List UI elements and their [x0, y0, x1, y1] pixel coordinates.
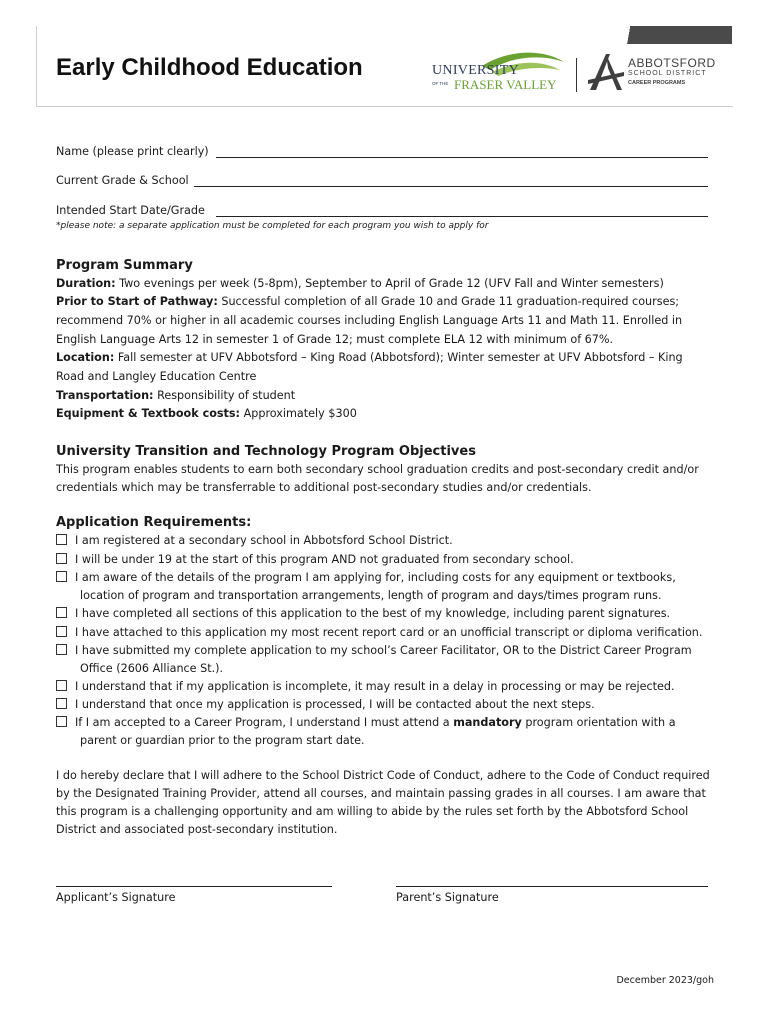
requirement-item: [56, 569, 676, 588]
program-summary-heading: Program Summary: [56, 258, 193, 273]
prior-line-1: [56, 293, 679, 312]
location-text-1: Fall semester at UFV Abbotsford – King Road (Abbotsford); Winter semester at UFV Abbotsford – King: [114, 351, 683, 364]
prior-text-2: recommend 70% or higher in all academic courses including English Language Arts 11 and Math 11. Enrolled in: [56, 314, 683, 327]
objectives-heading: University Transition and Technology Program Objectives: [56, 444, 476, 459]
duration-text: Two evenings per week (5-8pm), September to April of Grade 12 (UFV Fall and Winter semesters): [115, 277, 664, 290]
duration-label: Duration:: [56, 277, 116, 290]
parent-signature-label: Parent’s Signature: [396, 891, 499, 904]
requirement-item: [56, 696, 595, 715]
requirement-checkbox[interactable]: [56, 698, 67, 709]
requirement-item: [56, 551, 574, 570]
requirement-item: [56, 678, 675, 697]
requirement-text-bold: mandatory: [453, 716, 522, 729]
asd-logo-line3: CAREER PROGRAMS: [628, 80, 686, 86]
requirement-checkbox[interactable]: [56, 626, 67, 637]
equipment-line: [56, 405, 357, 424]
requirement-text: I will be under 19 at the start of this program AND not graduated from secondary school.: [75, 553, 574, 566]
equipment-label: Equipment & Textbook costs:: [56, 407, 241, 420]
transport-label: Transportation:: [56, 389, 154, 402]
location-line-1: [56, 349, 683, 368]
requirements-heading: Application Requirements:: [56, 515, 252, 530]
declaration-line-3: this program is a challenging opportunity and am willing to abide by the rules set forth by the Abbotsford School: [56, 805, 689, 818]
requirement-item: [56, 714, 676, 733]
requirement-text: I am registered at a secondary school in Abbotsford School District.: [75, 534, 453, 547]
requirement-checkbox[interactable]: [56, 644, 67, 655]
requirement-item: [56, 642, 692, 661]
footer-date: December 2023/goh: [616, 975, 714, 986]
location-text-2: Road and Langley Education Centre: [56, 370, 257, 383]
header-corner-accent: [612, 26, 732, 44]
applicant-signature-field[interactable]: [56, 876, 332, 887]
requirement-item: [56, 624, 702, 643]
requirement-text-pre: If I am accepted to a Career Program, I understand I must attend a: [75, 716, 454, 729]
transport-line: [56, 387, 295, 406]
name-field-label: Name (please print clearly): [56, 145, 209, 158]
declaration-line-2: by the Designated Training Provider, attend all courses, and maintain passing grades in all courses. I am aware that: [56, 787, 706, 800]
requirement-item: [56, 605, 670, 624]
parent-signature-field[interactable]: [396, 876, 708, 887]
prior-text-3: English Language Arts 12 in semester 1 of Grade 12; must complete ELA 12 with minimum of 67%.: [56, 333, 614, 346]
page-title: Early Childhood Education: [56, 54, 363, 81]
requirement-text: I have attached to this application my most recent report card or an unofficial transcript or diploma verification.: [75, 626, 703, 639]
asd-a-icon: [586, 50, 626, 92]
asd-logo: [586, 50, 716, 94]
grade-field[interactable]: [194, 174, 708, 187]
declaration-line-1: I do hereby declare that I will adhere to the School District Code of Conduct, adhere to the Code of Conduct required: [56, 769, 710, 782]
requirement-checkbox[interactable]: [56, 571, 67, 582]
asd-logo-line1: ABBOTSFORD: [628, 56, 716, 70]
requirement-text: I have submitted my complete application to my school’s Career Facilitator, OR to the District Career Program: [75, 644, 692, 657]
requirement-checkbox[interactable]: [56, 680, 67, 691]
requirement-text: I understand that once my application is processed, I will be contacted about the next steps.: [75, 698, 595, 711]
ufv-logo-line1: UNIVERSITY: [432, 63, 519, 78]
equipment-text: Approximately $300: [240, 407, 357, 420]
start-field[interactable]: [216, 204, 708, 217]
transport-text: Responsibility of student: [153, 389, 296, 402]
prior-label: Prior to Start of Pathway:: [56, 295, 218, 308]
asd-logo-line2: SCHOOL DISTRICT: [628, 70, 707, 77]
ufv-logo: [432, 48, 564, 96]
requirement-text-post: program orientation with a: [521, 716, 676, 729]
requirement-text-cont: Office (2606 Alliance St.).: [80, 662, 224, 675]
applicant-signature-label: Applicant’s Signature: [56, 891, 176, 904]
objectives-line-2: credentials which may be transferrable to additional post-secondary studies and/or credentials.: [56, 481, 592, 494]
requirement-text: I understand that if my application is incomplete, it may result in a delay in processing or may be rejected.: [75, 680, 675, 693]
requirement-text: I am aware of the details of the program I am applying for, including costs for any equipment or textbooks,: [75, 571, 676, 584]
requirement-text-cont: location of program and transportation arrangements, length of program and days/times program runs.: [80, 589, 662, 602]
start-field-label: Intended Start Date/Grade: [56, 204, 205, 217]
grade-field-label: Current Grade & School: [56, 174, 189, 187]
location-label: Location:: [56, 351, 115, 364]
objectives-line-1: This program enables students to earn both secondary school graduation credits and post-secondary credit and/or: [56, 463, 699, 476]
duration-line: [56, 275, 664, 294]
requirement-checkbox[interactable]: [56, 534, 67, 545]
requirement-text-cont: parent or guardian prior to the program start date.: [80, 734, 365, 747]
requirement-item: [56, 532, 453, 551]
prior-text-1: Successful completion of all Grade 10 and Grade 11 graduation-required courses;: [217, 295, 680, 308]
ufv-logo-of-the: OF THE: [432, 81, 449, 86]
logo-divider: [576, 58, 577, 92]
application-note: *please note: a separate application must be completed for each program you wish to apply for: [56, 221, 489, 231]
ufv-logo-line2: FRASER VALLEY: [454, 77, 557, 92]
declaration-line-4: District and associated post-secondary institution.: [56, 823, 338, 836]
requirement-checkbox[interactable]: [56, 607, 67, 618]
requirement-checkbox[interactable]: [56, 553, 67, 564]
name-field[interactable]: [216, 145, 708, 158]
requirement-text: I have completed all sections of this application to the best of my knowledge, including parent signatures.: [75, 607, 671, 620]
requirement-checkbox[interactable]: [56, 716, 67, 727]
